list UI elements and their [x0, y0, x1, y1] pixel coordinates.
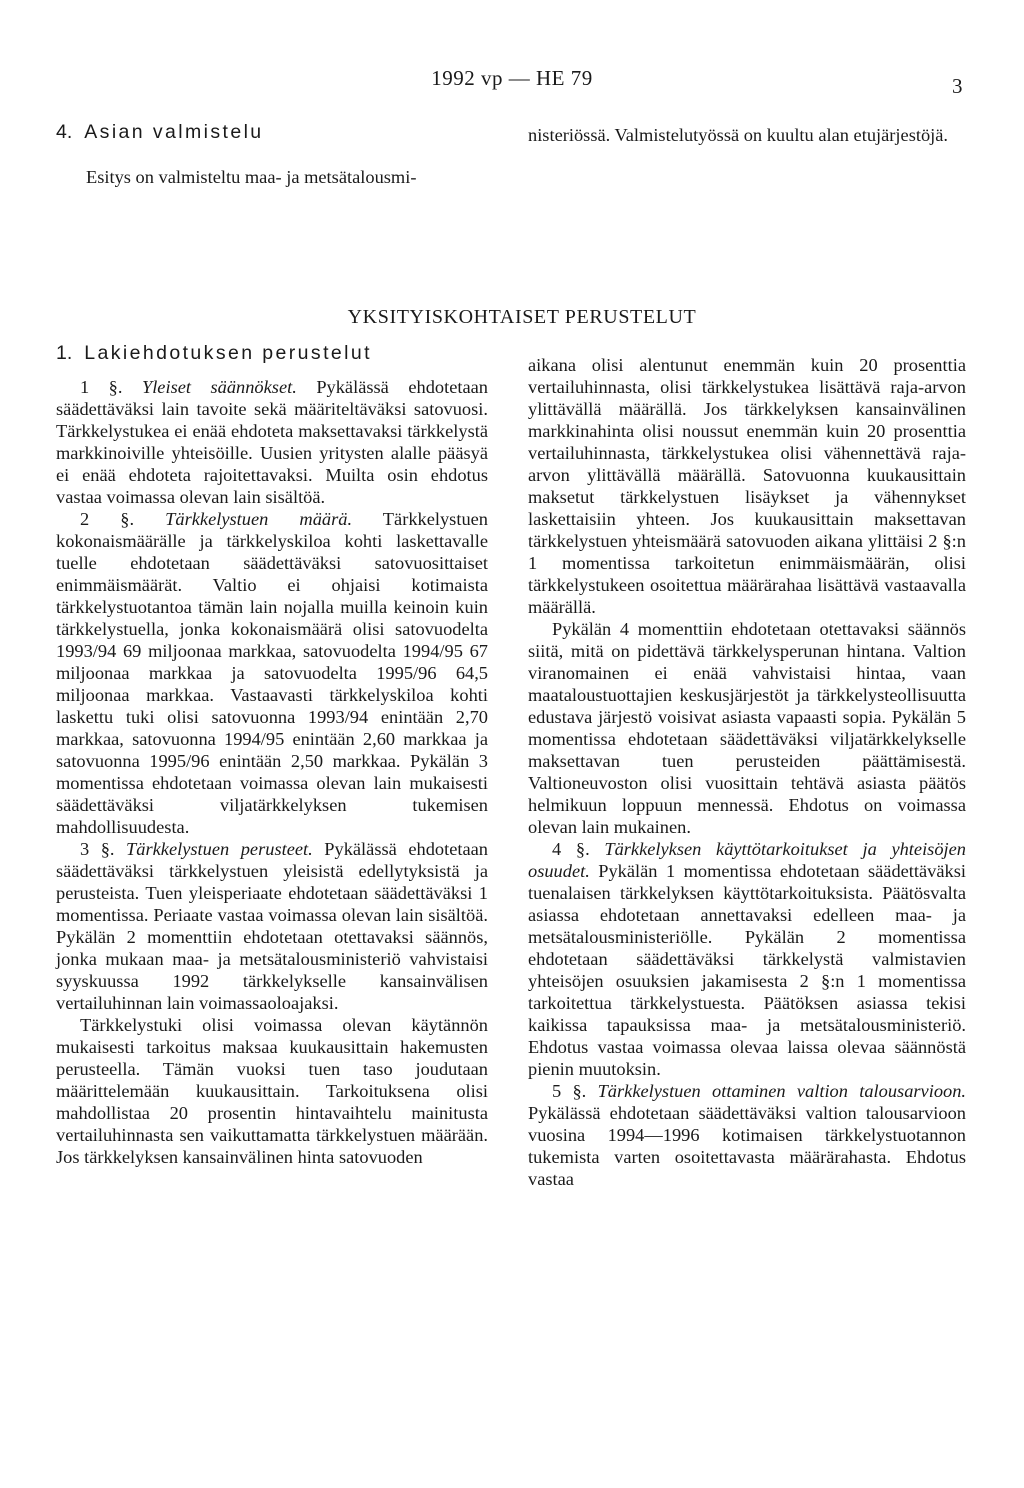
paragraph-lead: 3 §. [80, 839, 127, 859]
paragraph [56, 1014, 488, 1168]
paragraph-lead: 2 §. [80, 509, 166, 529]
paragraph [528, 354, 966, 618]
paragraph: nisteriössä. Valmistelutyössä on kuultu alan etujärjestöjä. [528, 125, 949, 145]
paragraph-lead: 1 §. [80, 377, 142, 397]
paragraph-text: Pykälässä ehdotetaan säädettäväksi lain tavoite sekä määriteltäväksi satovuosi. Tärkkelystukea ei enää ehdoteta maksettavaksi tärkkelystä markkinoiville yhteisöille. Uusien yritysten alalle pääsyä ei enää ehdoteta rajoitettavaksi. Muilta osin ehdotus vastaa voimassa olevan lain sisältöä. [56, 377, 488, 507]
paragraph-text: Tärkkelystuen kokonaismäärälle ja tärkkelyskiloa kohti laskettavalle tuelle ehdotetaan säädettäväksi satovuosittaiset enimmäismäärät. Valtio ei ohjaisi kotimaista tärkkelystuotantoa tämän lain nojalla muilla keinoin kuin tärkkelystuella, jonka kokonaismäärä olisi satovuodelta 1993/94 69 miljoonaa markkaa, satovuodelta 1994/95 67 miljoonaa markkaa ja satovuodelta 1995/96 64,5 miljoonaa markkaa. Vastaavasti tärkkelyskiloa kohti laskettu tuki olisi satovuonna 1993/94 enintään 2,70 markkaa, satovuonna 1994/95 enintään 2,60 markkaa ja satovuonna 1995/96 enintään 2,50 markkaa. Pykälän 3 momentissa ehdotetaan voimassa olevan lain mukaisesti säädettäväksi viljatärkkelyksen tukemisen mahdollisuudesta. [56, 509, 488, 837]
paragraph-title: Tärkkelystuen määrä. [165, 509, 353, 529]
paragraph-text: Pykälän 1 momentissa ehdotetaan säädettäväksi tuenalaisen tärkkelyksen käyttötarkoituksista. Päätösvalta asiassa ehdotetaan annettavaksi edelleen maa- ja metsätalousministeriölle. Pykälän 2 momentissa ehdotetaan säädettäväksi tärkkelystä valmistavien yhteisöjen osuuksien jakamisesta 2 §:n 1 momentissa tarkoitettua tärkkelystuesta. Päätöksen asiassa tekisi kaikissa tapauksissa maa- ja metsätalousministeriö. Ehdotus vastaa voimassa olevaa laissa olevaa säännöstä pienin muutoksin. [528, 861, 966, 1079]
right-column [528, 354, 966, 1190]
paragraph-text: aikana olisi alentunut enemmän kuin 20 prosenttia vertailuhinnasta, olisi tärkkelystukea lisättävä raja-arvon ylittävällä määrällä. Jos tärkkelyksen kansainvälinen markkinahinta olisi noussut enemmän kuin 20 prosenttia vertailuhinnasta, tärkkelystukea olisi vähennettävä raja-arvon ylittävällä määrällä. Satovuonna kuukausittain maksetut tärkkelystuen lisäykset ja vähennykset laskettaisiin yhteen. Jos kuukausittain maksettavan tärkkelystuen yhteismäärä satovuoden aikana ylittäisi 2 §:n 1 momentissa tarkoitetun enimmäismäärän, olisi tärkkelystukeen osoitettua määrärahaa lisättävä vastaavalla määrällä. [528, 355, 966, 617]
paragraph-text: Pykälässä ehdotetaan säädettäväksi tärkkelystuen yleisistä edellytyksistä ja perusteista. Tuen yleisperiaate ehdotetaan säädettäväksi 1 momentissa. Periaate vastaa voimassa olevan lain sisältöä. Pykälän 2 momenttiin ehdotetaan otettavaksi säännös, jonka mukaan maa- ja metsätalousministeriö vahvistaisi syyskuussa 1992 tärkkelykselle kansainvälisen vertailuhinnan lain voimassaoloajaksi. [56, 839, 488, 1013]
paragraph-lead: 5 §. [552, 1081, 598, 1101]
paragraph-title: Tärkkelystuen perusteet. [126, 839, 313, 859]
paragraph [56, 508, 488, 838]
lakiehdotus-title: Lakiehdotuksen perustelut [84, 342, 372, 364]
section-title: YKSITYISKOHTAISET PERUSTELUT [347, 306, 697, 328]
lakiehdotus-heading [56, 342, 372, 365]
paragraph-title: Tärkkelyksen käyttötarkoitukset ja yhteisöjen osuudet. [528, 839, 967, 881]
paragraph [528, 838, 966, 1080]
paragraph-text: Tärkkelystuki olisi voimassa olevan käytännön mukaisesti tarkoitus maksaa kuukausittain hakemusten perusteella. Tämän vuoksi tuen taso joudutaan määrittelemään kuukausittain. Tarkoituksena olisi mahdollistaa 20 prosentin hintavaihtelu mainitusta vertailuhinnasta sen vaikuttamatta tärkkelystuen määrään. Jos tärkkelyksen kansainvälinen hinta satovuoden [56, 1015, 488, 1167]
paragraph-lead: 4 §. [552, 839, 605, 859]
paragraph [528, 1080, 966, 1190]
paragraph [528, 618, 966, 838]
paragraph: Esitys on valmisteltu maa- ja metsätalousmi- [86, 167, 417, 187]
paragraph-title: Tärkkelystuen ottaminen valtion talousarvioon. [597, 1081, 967, 1101]
paragraph-text: Pykälän 4 momenttiin ehdotetaan otettavaksi säännös siitä, mitä on pidettävä tärkkelysperunan hintana. Valtion viranomainen ei enää vahvistaisi hintaa, vaan maataloustuottajien keskusjärjestöt ja tärkkelysteollisuutta edustava järjestö voisivat asiasta vapaasti sopia. Pykälän 5 momentissa ehdotetaan säädettäväksi viljatärkkelykselle maksettavan tuen perusteiden päättämisestä. Valtioneuvoston olisi vuosittain tehtävä asiasta päätös helmikuun loppuun mennessä. Ehdotus on voimassa olevan lain mukainen. [528, 619, 966, 837]
section-4-left-text [62, 166, 500, 188]
paragraph-title: Yleiset säännökset. [141, 377, 297, 397]
running-header: 1992 vp — HE 79 [431, 66, 593, 90]
paragraph [56, 376, 488, 508]
page-number: 3 [952, 74, 963, 98]
paragraph-text: Pykälässä ehdotetaan säädettäväksi valtion talousarvioon vuosina 1994—1996 kotimaisen tärkkelystuotannon tukemista varten osoitettavasta määrärahasta. Ehdotus vastaa [528, 1103, 966, 1189]
left-column [56, 376, 488, 1168]
section-4-number: 4. [56, 121, 73, 143]
section-4-right-text [528, 124, 966, 146]
lakiehdotus-number: 1. [56, 342, 73, 364]
paragraph [56, 838, 488, 1014]
section-4-heading [56, 121, 264, 144]
section-4-title: Asian valmistelu [84, 121, 264, 143]
